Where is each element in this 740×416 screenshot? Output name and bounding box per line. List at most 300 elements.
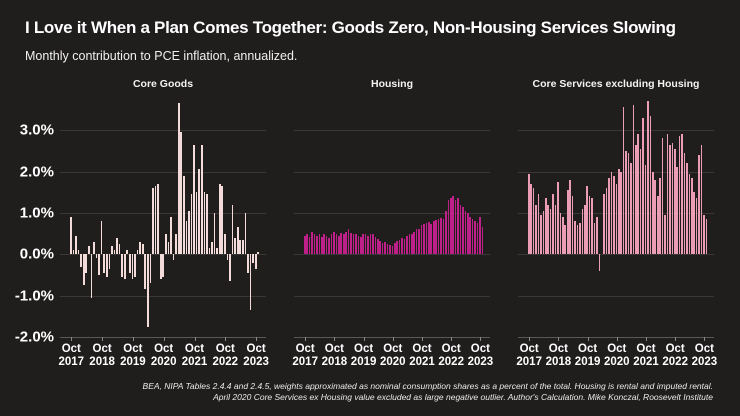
plot-housing <box>294 95 490 337</box>
gridline <box>518 254 714 255</box>
bar <box>428 222 430 254</box>
x-axis-core-services-ex-housing <box>516 337 718 371</box>
bar <box>311 232 313 255</box>
x-tick-month: Oct <box>154 343 174 355</box>
x-tick-mark <box>256 337 257 341</box>
bar <box>547 205 549 255</box>
y-axis-label: 2.0% <box>19 163 54 180</box>
x-tick-mark <box>71 337 72 341</box>
bar <box>353 234 355 254</box>
bar <box>557 182 559 254</box>
bar <box>608 178 610 255</box>
x-tick-mark <box>133 337 134 341</box>
bar <box>348 229 350 254</box>
bar <box>389 245 391 254</box>
bar <box>242 240 244 254</box>
x-tick-year: 2019 <box>120 355 146 368</box>
bar <box>227 254 229 260</box>
bar <box>572 196 574 254</box>
bar <box>693 192 695 254</box>
y-axis-label: -1.0% <box>14 287 54 305</box>
y-axis-label: 1.0% <box>19 204 54 222</box>
bar <box>214 213 216 254</box>
x-tick-month: Oct <box>61 343 81 355</box>
chart-subtitle: Monthly contribution to PCE inflation, annualized. <box>25 49 298 63</box>
x-tick-label <box>351 343 377 368</box>
x-tick-mark <box>646 337 647 341</box>
bar <box>168 242 170 254</box>
source-note-line2: April 2020 Core Services ex Housing value excluded as large negative outlier. Author's Calculation. Mike Konczal, Roosevelt Institute <box>213 391 713 402</box>
bar <box>150 254 152 283</box>
bar <box>98 254 100 275</box>
panel-title-core-services-ex-housing: Core Services excluding Housing <box>532 78 700 90</box>
bar <box>477 223 479 254</box>
bar <box>257 252 259 254</box>
x-tick-mark <box>480 337 481 341</box>
bar <box>328 238 330 255</box>
bar <box>654 180 656 254</box>
panel-title-core-goods: Core Goods <box>132 78 194 90</box>
x-tick-year: 2021 <box>181 355 208 368</box>
source-note-line1: BEA, NIPA Tables 2.4.4 and 2.4.5, weights approximated as nominal consumption shares as a percent of the total. Housing is rental and imputed rental. <box>142 381 713 391</box>
panel-core-goods <box>58 76 269 368</box>
x-tick-mark <box>558 337 559 341</box>
bar <box>183 176 185 255</box>
bar <box>316 236 318 255</box>
bar <box>367 236 369 255</box>
bar <box>119 244 121 254</box>
bar <box>426 223 428 254</box>
bar <box>669 145 671 255</box>
bar <box>482 227 484 254</box>
x-tick-label <box>182 343 208 368</box>
bar <box>323 234 325 255</box>
bar <box>377 239 379 255</box>
bar <box>147 254 149 326</box>
x-tick-year: 2018 <box>321 355 348 368</box>
bar <box>193 145 195 255</box>
bar <box>430 224 432 254</box>
bar <box>567 190 569 254</box>
bar <box>198 169 200 254</box>
bar <box>111 246 113 254</box>
x-tick-mark <box>529 337 530 341</box>
bar <box>345 232 347 255</box>
bar <box>630 163 632 254</box>
bar <box>134 254 136 277</box>
gridline <box>60 172 266 173</box>
x-tick-year: 2018 <box>89 355 115 368</box>
bar <box>545 198 547 254</box>
bar <box>457 198 459 254</box>
x-tick-month: Oct <box>578 343 598 355</box>
bar <box>650 116 652 255</box>
bar <box>211 242 213 254</box>
bar <box>326 236 328 255</box>
bar <box>452 196 454 254</box>
bar <box>582 209 584 255</box>
bar <box>129 254 131 273</box>
bar <box>469 217 471 254</box>
bar <box>703 215 705 254</box>
bar <box>433 221 435 254</box>
x-tick-label <box>120 343 146 368</box>
bar <box>191 194 193 254</box>
y-axis-label: 3.0% <box>19 121 54 139</box>
bar <box>606 188 608 254</box>
bar <box>667 134 669 254</box>
bar <box>375 237 377 254</box>
bar <box>239 240 241 254</box>
bar <box>635 145 637 255</box>
x-tick-label <box>575 343 601 368</box>
x-tick-label <box>243 343 269 368</box>
x-tick-month: Oct <box>324 343 344 355</box>
bar <box>552 194 554 254</box>
x-tick-year: 2023 <box>691 355 718 368</box>
x-tick-month: Oct <box>694 343 714 355</box>
bar <box>435 220 437 254</box>
x-tick-year: 2020 <box>150 355 177 368</box>
bar <box>701 145 703 255</box>
x-tick-mark <box>364 337 365 341</box>
bar <box>121 254 123 277</box>
bar <box>333 232 335 255</box>
bar <box>379 241 381 254</box>
bar <box>126 250 128 254</box>
y-axis-label: -2.0% <box>14 328 54 346</box>
bar <box>188 211 190 254</box>
x-tick-year: 2022 <box>438 355 464 368</box>
bar <box>579 223 581 254</box>
bar <box>186 221 188 254</box>
x-tick-month: Oct <box>184 343 205 355</box>
bar <box>173 254 175 260</box>
bar <box>625 151 627 254</box>
bar <box>560 213 562 254</box>
bar <box>564 225 566 254</box>
bar <box>440 218 442 254</box>
gridline <box>518 130 714 131</box>
bar <box>396 241 398 254</box>
x-tick-mark <box>164 337 165 341</box>
x-tick-month: Oct <box>92 343 112 355</box>
x-tick-label <box>292 343 318 368</box>
bar <box>613 176 615 255</box>
bar <box>706 219 708 254</box>
bar <box>234 238 236 255</box>
bar <box>103 254 105 273</box>
bar <box>664 215 666 254</box>
bar <box>465 211 467 254</box>
bar <box>460 205 462 255</box>
bar <box>628 153 630 254</box>
x-tick-month: Oct <box>412 343 432 355</box>
x-tick-month: Oct <box>470 343 490 355</box>
bar <box>314 234 316 255</box>
bar <box>247 254 249 273</box>
bar <box>479 217 481 254</box>
bar <box>331 234 333 254</box>
bar <box>70 217 72 254</box>
x-tick-mark <box>617 337 618 341</box>
bar <box>672 143 674 255</box>
bar <box>689 174 691 255</box>
bar <box>206 194 208 254</box>
x-tick-mark <box>102 337 103 341</box>
x-tick-label <box>662 343 688 368</box>
bar <box>85 254 87 273</box>
x-tick-mark <box>451 337 452 341</box>
bar <box>106 254 108 277</box>
bar <box>73 250 75 254</box>
bar <box>418 229 420 255</box>
bar <box>633 105 635 254</box>
bar <box>382 243 384 255</box>
gridline <box>518 296 714 297</box>
bar <box>586 186 588 254</box>
x-tick-label <box>438 343 464 368</box>
source-note <box>143 381 713 402</box>
bar <box>411 234 413 255</box>
bar <box>416 229 418 254</box>
bar <box>155 186 157 254</box>
gridline <box>60 213 266 214</box>
bar <box>91 254 93 297</box>
bar <box>540 215 542 254</box>
x-tick-mark <box>195 337 196 341</box>
bar <box>616 184 618 254</box>
bar <box>409 234 411 254</box>
bar <box>584 205 586 255</box>
bar <box>443 219 445 254</box>
x-tick-month: Oct <box>548 343 568 355</box>
x-tick-mark <box>675 337 676 341</box>
bar <box>535 205 537 255</box>
bar <box>255 254 257 268</box>
bar <box>160 254 162 279</box>
y-axis <box>0 95 54 346</box>
x-tick-year: 2017 <box>292 355 318 368</box>
x-tick-label <box>516 343 542 368</box>
gridline <box>294 254 490 255</box>
bar <box>618 169 620 254</box>
bar <box>124 254 126 279</box>
bar <box>116 238 118 255</box>
bar <box>165 234 167 255</box>
panel-title-housing: Housing <box>371 78 413 90</box>
bar <box>637 134 639 254</box>
bar <box>423 224 425 254</box>
x-tick-year: 2019 <box>350 355 377 368</box>
bar <box>137 250 139 254</box>
bar <box>438 219 440 254</box>
bar <box>455 200 457 254</box>
bar <box>691 178 693 255</box>
bar <box>170 217 172 254</box>
bar <box>319 234 321 254</box>
x-tick-year: 2018 <box>545 355 572 368</box>
bar <box>596 217 598 254</box>
bar <box>589 196 591 254</box>
bar <box>78 250 80 254</box>
bar <box>450 198 452 254</box>
x-axis-core-goods <box>58 337 269 371</box>
bar <box>343 234 345 254</box>
x-tick-month: Oct <box>246 343 266 355</box>
x-tick-month: Oct <box>123 343 143 355</box>
bar <box>528 174 530 255</box>
bar <box>219 184 221 254</box>
bar <box>421 225 423 254</box>
x-tick-year: 2021 <box>633 355 659 368</box>
bar <box>101 221 103 254</box>
bar <box>647 101 649 254</box>
bar <box>594 223 596 254</box>
x-tick-label <box>59 343 85 368</box>
bar <box>394 243 396 255</box>
bar <box>591 198 593 254</box>
bar <box>448 200 450 254</box>
bar <box>679 136 681 254</box>
gridline <box>60 130 266 131</box>
bar <box>365 234 367 254</box>
bar <box>676 167 678 254</box>
bar <box>157 184 159 254</box>
y-axis-label: 0.0% <box>19 245 54 263</box>
bar <box>462 207 464 255</box>
x-tick-label <box>213 343 239 368</box>
bar <box>530 184 532 254</box>
bar <box>306 234 308 255</box>
x-tick-year: 2017 <box>58 355 85 368</box>
gridline <box>294 130 490 131</box>
bar <box>360 237 362 254</box>
bar <box>620 172 622 255</box>
bar <box>392 246 394 254</box>
x-tick-year: 2019 <box>574 355 601 368</box>
bar <box>611 172 613 255</box>
bar <box>577 225 579 254</box>
bar <box>109 254 111 268</box>
x-tick-label <box>633 343 659 368</box>
bar <box>623 107 625 254</box>
bar <box>555 205 557 255</box>
x-axis-housing <box>292 337 494 371</box>
bar <box>684 153 686 254</box>
bar <box>152 188 154 254</box>
bar <box>472 219 474 254</box>
bar <box>80 254 82 266</box>
bar <box>657 196 659 254</box>
x-tick-mark <box>393 337 394 341</box>
bar <box>336 234 338 255</box>
bar <box>216 248 218 254</box>
x-tick-label <box>604 343 630 368</box>
x-tick-month: Oct <box>354 343 374 355</box>
bar <box>75 236 77 255</box>
x-tick-year: 2022 <box>662 355 688 368</box>
chart-title: I Love it When a Plan Comes Together: Goods Zero, Non-Housing Services Slowing <box>25 18 676 37</box>
x-tick-year: 2022 <box>212 355 239 368</box>
x-tick-year: 2020 <box>604 355 630 368</box>
bar <box>384 242 386 254</box>
bar <box>543 211 545 254</box>
x-tick-year: 2023 <box>467 355 494 368</box>
bar <box>659 178 661 255</box>
x-tick-mark <box>588 337 589 341</box>
x-tick-label <box>322 343 348 368</box>
bar <box>196 192 198 254</box>
x-tick-label <box>468 343 494 368</box>
x-tick-mark <box>225 337 226 341</box>
bar <box>321 237 323 254</box>
plot-core-services-ex-housing <box>518 95 714 337</box>
panel-core-services-ex-housing <box>516 76 718 368</box>
x-tick-label <box>151 343 177 368</box>
bar <box>224 234 226 255</box>
bar <box>237 227 239 254</box>
bar <box>640 149 642 254</box>
bar <box>550 209 552 255</box>
bar <box>645 165 647 254</box>
bar <box>88 246 90 254</box>
bar <box>355 234 357 255</box>
x-tick-mark <box>422 337 423 341</box>
plot-core-goods <box>60 95 266 337</box>
bar <box>406 236 408 255</box>
bar <box>93 242 95 254</box>
bar <box>662 138 664 254</box>
bar <box>474 221 476 254</box>
bar <box>340 233 342 255</box>
bar <box>533 188 535 254</box>
x-tick-month: Oct <box>215 343 235 355</box>
bar <box>309 237 311 254</box>
bar <box>445 211 447 254</box>
bar <box>142 244 144 254</box>
bar <box>245 213 247 254</box>
bar <box>696 198 698 254</box>
x-tick-label <box>692 343 718 368</box>
bar <box>599 254 601 271</box>
bar <box>180 132 182 254</box>
bar <box>372 234 374 254</box>
x-tick-month: Oct <box>383 343 403 355</box>
x-tick-month: Oct <box>636 343 656 355</box>
x-tick-month: Oct <box>665 343 685 355</box>
x-tick-label <box>89 343 115 368</box>
bar <box>175 234 177 255</box>
bar <box>201 145 203 255</box>
bar <box>362 234 364 255</box>
bar <box>387 244 389 254</box>
bar <box>698 155 700 254</box>
bar <box>96 254 98 258</box>
bar <box>399 240 401 254</box>
bar <box>642 118 644 255</box>
bar <box>139 242 141 254</box>
bar <box>232 205 234 255</box>
bar <box>304 236 306 255</box>
x-tick-mark <box>305 337 306 341</box>
bar <box>401 238 403 255</box>
bar <box>569 180 571 254</box>
x-tick-label <box>409 343 435 368</box>
x-tick-mark <box>704 337 705 341</box>
x-tick-month: Oct <box>519 343 539 355</box>
x-tick-mark <box>334 337 335 341</box>
